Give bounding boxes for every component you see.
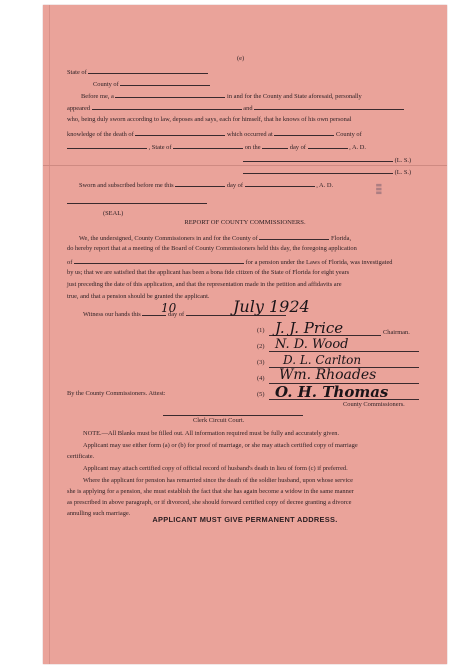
- note-4d: annulling such marriage.: [67, 510, 131, 517]
- blank-state: [88, 67, 208, 74]
- document-page: [43, 5, 447, 664]
- note-2a: Applicant may use either form (a) or (b) for proof of marriage, or she may attach certified copy of marriage: [83, 442, 358, 449]
- note-3: Applicant may attach certified copy of official record of husband's death in lieu of form (c) if preferred.: [83, 465, 348, 472]
- note-1: NOTE.—All Blanks must be filled out. All information required must be fully and accurately given.: [83, 430, 340, 437]
- left-margin-crease: [49, 5, 50, 664]
- label-sworn-subscribed: Sworn and subscribed before me this: [79, 182, 174, 189]
- sig-number-1: (1): [257, 327, 265, 334]
- signature-4: Wm. Rhoades: [279, 367, 377, 383]
- county-of-line: [93, 79, 210, 89]
- label-day-of-2: day of: [226, 182, 243, 189]
- label-occurred-at: which occurred at: [226, 131, 273, 138]
- label-ls-2: (L. S.): [394, 169, 412, 176]
- label-in-and-for: in and for the County and State aforesaid, personally: [227, 93, 362, 100]
- report-title: REPORT OF COUNTY COMMISSIONERS.: [184, 219, 306, 226]
- report-text-1: We, the undersigned, County Commissioners in and for the County of: [79, 235, 258, 242]
- attest-line: [67, 390, 166, 398]
- handwritten-day: 10: [161, 301, 177, 315]
- report-line-4: by us; that we are satisfied that the applicant has been a bona fide citizen of the State of Florida for eight years: [67, 269, 350, 276]
- signature-1: J. J. Price: [275, 319, 344, 337]
- label-county-of: County of: [93, 81, 119, 88]
- label-ad: , A. D.: [349, 144, 366, 151]
- note-4b: she is applying for a pension, she must establish the fact that she has again become a widow in the same manner: [67, 488, 354, 495]
- report-text-3: for a pension under the Laws of Florida, was investigated: [245, 259, 393, 266]
- label-witness: Witness our hands this: [83, 311, 141, 318]
- blank-state-2: [173, 142, 243, 149]
- state-date-line: [67, 142, 366, 152]
- note-2b: certificate.: [67, 453, 95, 460]
- report-line-3: [67, 257, 393, 267]
- label-ls-1: (L. S.): [394, 157, 412, 164]
- tag-e: (e): [237, 55, 245, 62]
- signature-2: N. D. Wood: [275, 337, 349, 352]
- sig-number-5: (5): [257, 391, 265, 398]
- faint-stamp: ▮▮▮: [374, 183, 382, 195]
- state-of-line: [67, 67, 208, 77]
- label-chairman: Chairman.: [383, 329, 410, 336]
- blank-witness2: [254, 103, 404, 110]
- label-county-of-2: County of: [335, 131, 362, 138]
- label-day-of: day of: [289, 144, 306, 151]
- label-clerk: Clerk Circuit Court.: [193, 417, 245, 424]
- blank-sworn-month: [245, 180, 315, 187]
- fold-line: [43, 165, 447, 166]
- report-line-6: true, and that a pension should be granted the applicant.: [67, 293, 210, 300]
- ls-line-2: [243, 167, 411, 177]
- note-4a: Where the applicant for pension has remarried since the death of the soldier husband, upon whose service: [83, 477, 353, 484]
- blank-county-2: [67, 142, 147, 149]
- before-me-line: [81, 91, 362, 101]
- sworn-text: who, being duly sworn according to law, deposes and says, each for himself, that he knows of his own personal: [67, 116, 352, 123]
- sig-number-4: (4): [257, 375, 265, 382]
- label-before-me: Before me, a: [81, 93, 114, 100]
- blank-witness1: [92, 103, 242, 110]
- report-line-5: just preceding the date of this application, and that the representation made in the petition and affidavits are: [67, 281, 342, 288]
- blank-deceased: [135, 129, 225, 136]
- permanent-address-notice: APPLICANT MUST GIVE PERMANENT ADDRESS.: [152, 515, 338, 524]
- ls-line-1: [243, 155, 411, 165]
- blank-report-county: [259, 233, 329, 240]
- note-4c: as prescribed in above paragraph, or if divorced, she should forward certified copy of decree granting a divorce: [67, 499, 352, 506]
- blank-place: [274, 129, 334, 136]
- label-county-commissioners: County Commissioners.: [343, 401, 405, 408]
- blank-sworn-day: [175, 180, 225, 187]
- label-on-the: on the: [244, 144, 261, 151]
- sworn-subscribed-line: [79, 180, 333, 190]
- label-witness-day-of: day of: [168, 311, 185, 318]
- clerk-signature-line: [163, 415, 303, 416]
- blank-month: [308, 142, 348, 149]
- report-text-1-end: Florida,: [330, 235, 352, 242]
- blank-sig-2: [243, 167, 393, 174]
- blank-applicant: [74, 257, 244, 264]
- blank-county: [120, 79, 210, 86]
- blank-officer: [115, 91, 225, 98]
- label-ad-2: , A. D.: [316, 182, 334, 189]
- seal-label: (SEAL): [103, 210, 124, 217]
- signature-3: D. L. Carlton: [283, 353, 362, 367]
- blank-day: [262, 142, 288, 149]
- label-knowledge: knowledge of the death of: [67, 131, 134, 138]
- notary-signature-line: [67, 203, 207, 204]
- handwritten-date: July 1924: [233, 297, 310, 316]
- label-appeared: appeared: [67, 105, 91, 112]
- appeared-line: [67, 103, 404, 113]
- signature-5: O. H. Thomas: [275, 383, 389, 401]
- label-state-of-2: , State of: [148, 144, 172, 151]
- blank-sig-1: [243, 155, 393, 162]
- sig-number-2: (2): [257, 343, 265, 350]
- report-line-1: [79, 233, 351, 243]
- label-and: and: [243, 105, 253, 112]
- sig-number-3: (3): [257, 359, 265, 366]
- report-text-of: of: [67, 259, 73, 266]
- label-state-of: State of: [67, 69, 87, 76]
- label-attest: By the County Commissioners. Attest:: [67, 390, 166, 397]
- knowledge-line: [67, 129, 362, 139]
- report-line-2: do hereby report that at a meeting of the Board of County Commissioners held this day, the foregoing application: [67, 245, 357, 252]
